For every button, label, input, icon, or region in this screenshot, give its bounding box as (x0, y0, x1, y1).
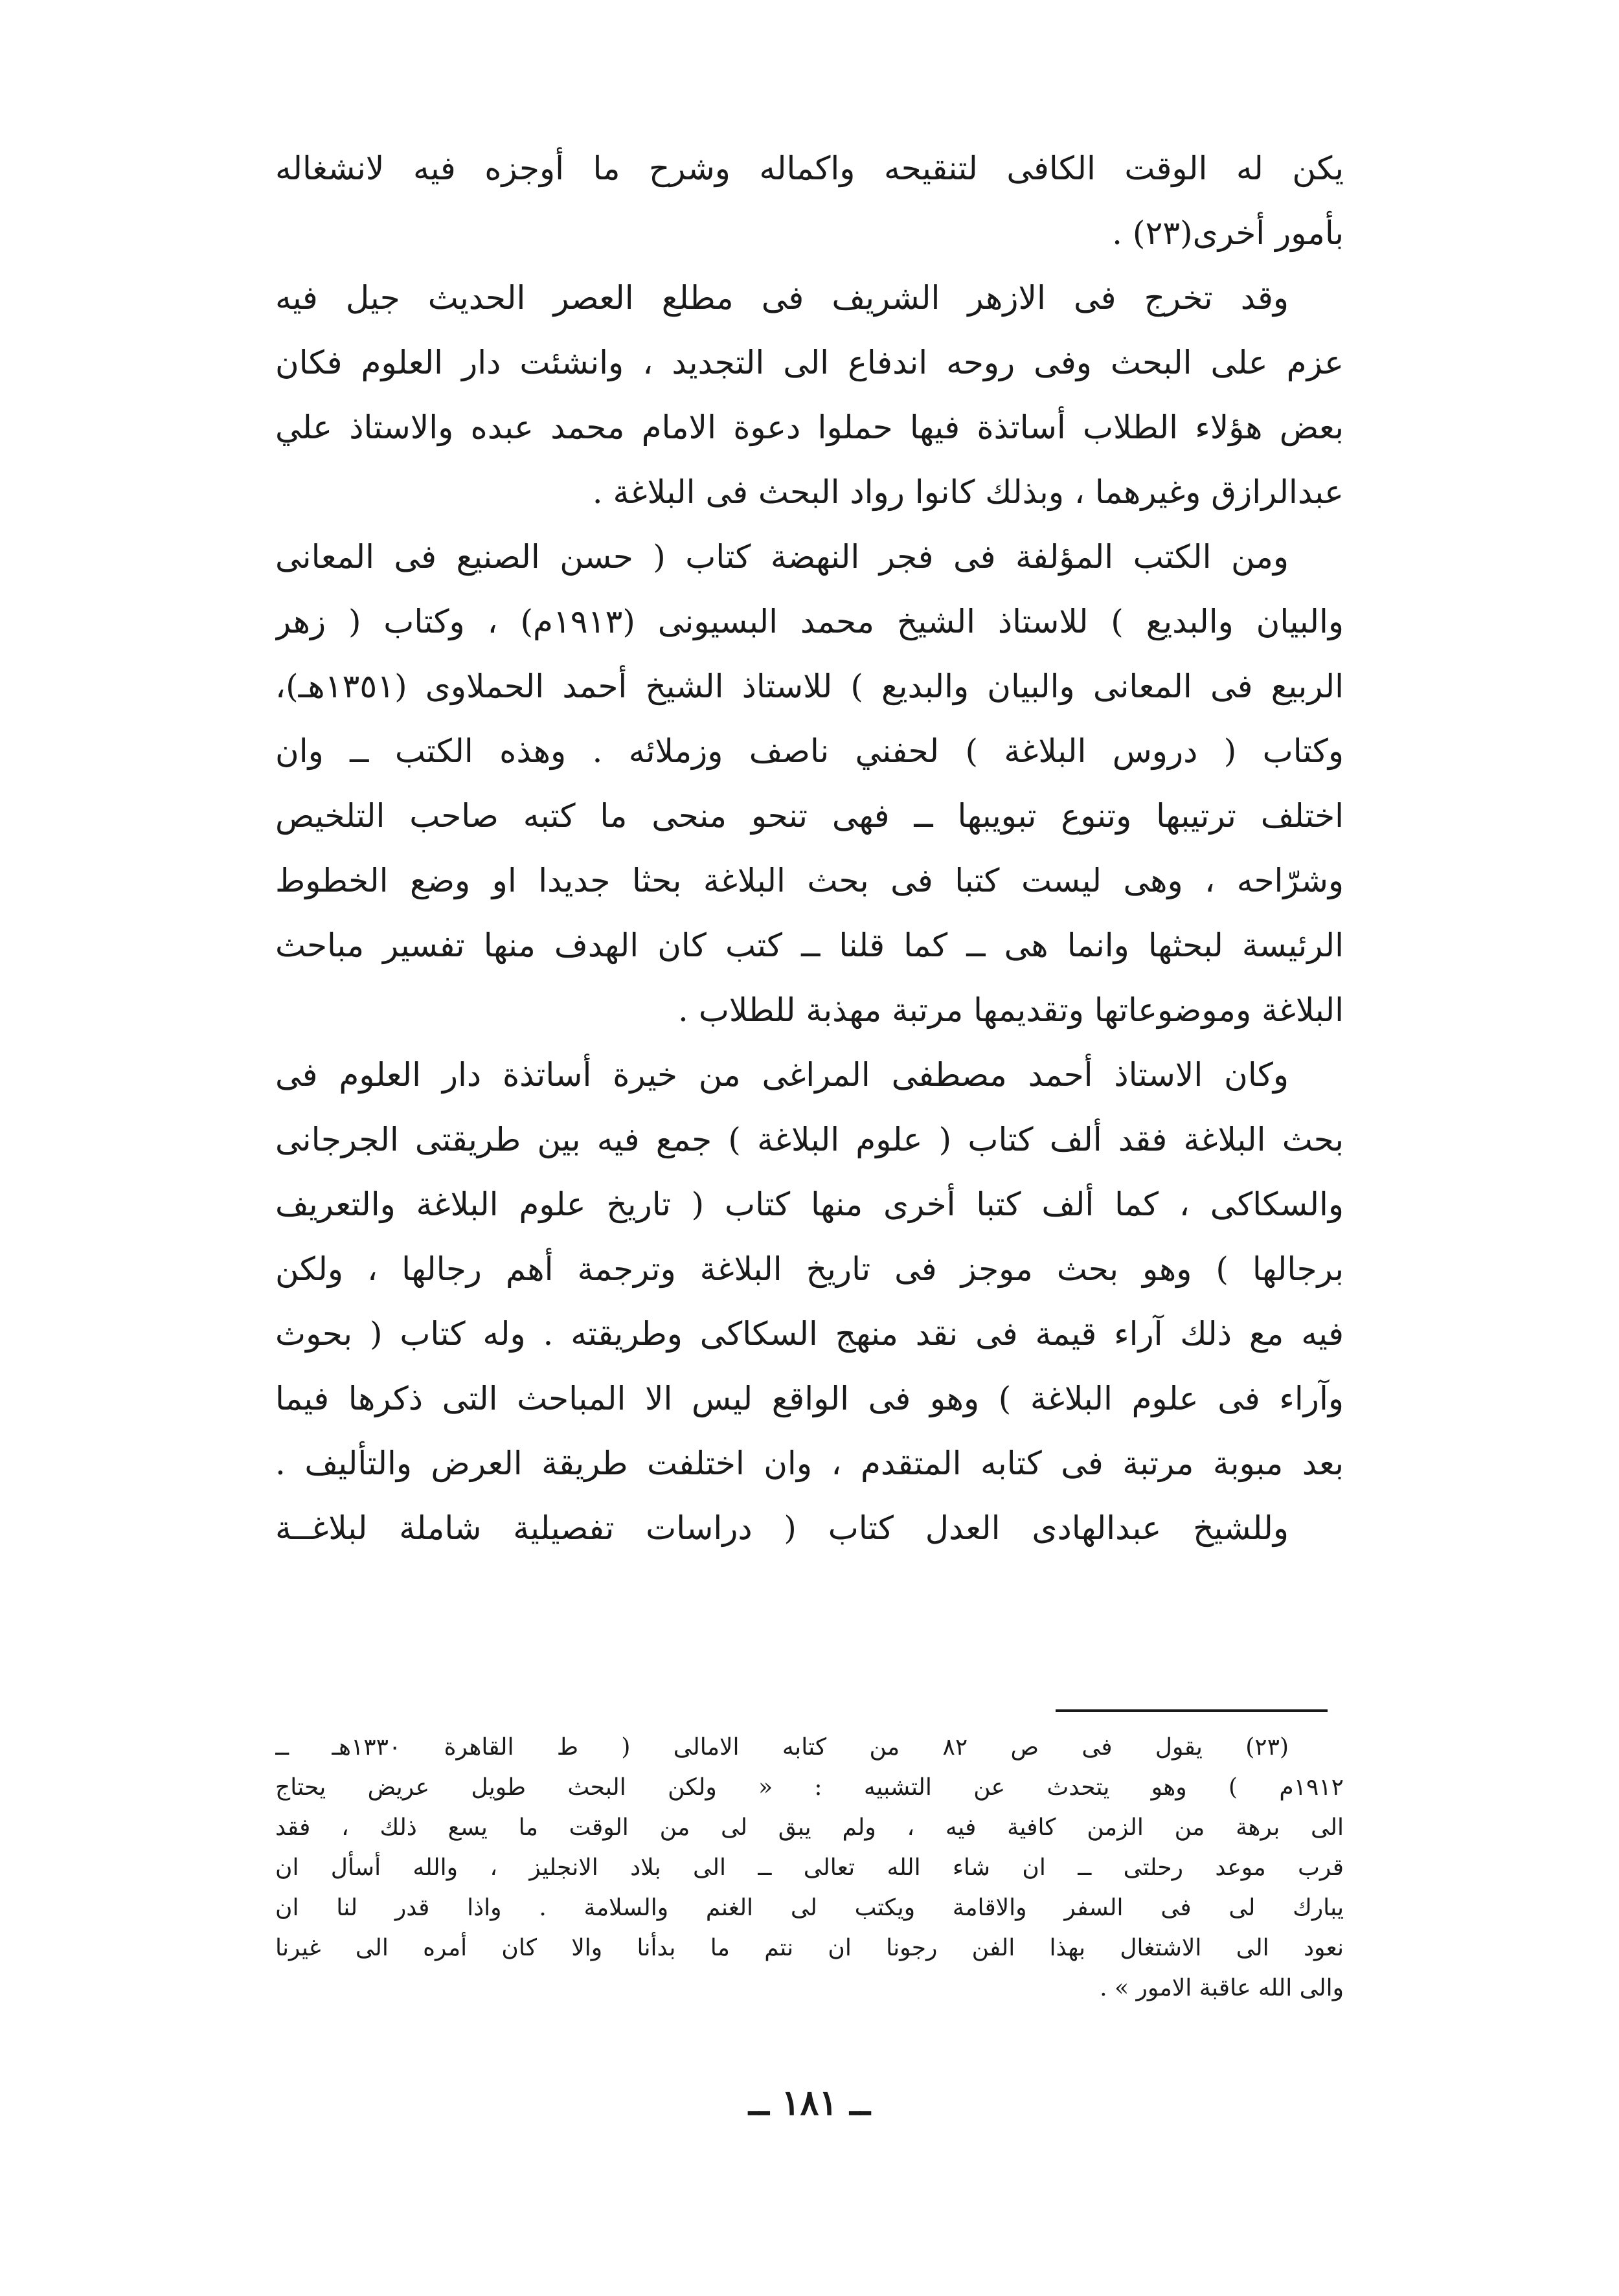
footnote-divider (1056, 1709, 1328, 1712)
text-line: ومن الكتب المؤلفة فى فجر النهضة كتاب ( حسن الصنيع فى المعانى (275, 538, 1289, 576)
text-line: يكن له الوقت الكافى لتنقيحه واكماله وشرح ما أوجزه فيه لانشغاله (275, 150, 1344, 187)
page-number: ــ ١٨١ ــ (749, 2082, 870, 2123)
footnote-line: والى الله عاقبة الامور » . (1100, 1975, 1344, 2001)
text-line: والبيان والبديع ) للاستاذ الشيخ محمد البسيونى (١٩١٣م) ، وكتاب ( زهر (275, 603, 1344, 640)
footnote-line: (٢٣) يقول فى ص ٨٢ من كتابه الامالى ( ط القاهرة ١٣٣٠هـ ــ (275, 1734, 1289, 1761)
text-line: وقد تخرج فى الازهر الشريف فى مطلع العصر الحديث جيل فيه (275, 279, 1289, 317)
footnotes-block (275, 1728, 1344, 2009)
text-line: وكتاب ( دروس البلاغة ) لحفني ناصف وزملائه . وهذه الكتب ــ وان (275, 732, 1344, 770)
text-line: اختلف ترتيبها وتنوع تبويبها ــ فهى تنحو منحى ما كتبه صاحب التلخيص (275, 797, 1344, 835)
text-line: بعد مبوبة مرتبة فى كتابه المتقدم ، وان اختلفت طريقة العرض والتأليف . (275, 1445, 1344, 1482)
text-line: فيه مع ذلك آراء قيمة فى نقد منهج السكاكى وطريقته . وله كتاب ( بحوث (275, 1315, 1344, 1353)
main-text-block (275, 136, 1344, 1560)
footnote-line: الى برهة من الزمن كافية فيه ، ولم يبق لى من الوقت ما يسع ذلك ، فقد (275, 1814, 1344, 1841)
text-line: عزم على البحث وفى روحه اندفاع الى التجديد ، وانشئت دار العلوم فكان (275, 344, 1344, 381)
text-line: برجالها ) وهو بحث موجز فى تاريخ البلاغة وترجمة أهم رجالها ، ولكن (275, 1250, 1344, 1288)
footnote-line: قرب موعد رحلتى ــ ان شاء الله تعالى ــ الى بلاد الانجليز ، والله أسأل ان (275, 1854, 1344, 1881)
text-line: وآراء فى علوم البلاغة ) وهو فى الواقع ليس الا المباحث التى ذكرها فيما (275, 1380, 1344, 1417)
text-line: عبدالرازق وغيرهما ، وبذلك كانوا رواد البحث فى البلاغة . (592, 473, 1344, 511)
text-line: وللشيخ عبدالهادى العدل كتاب ( دراسات تفصيلية شاملة لبلاغــة (275, 1509, 1289, 1547)
text-line: البلاغة وموضوعاتها وتقديمها مرتبة مهذبة للطلاب . (678, 991, 1344, 1029)
text-line: الربيع فى المعانى والبيان والبديع ) للاستاذ الشيخ أحمد الحملاوى (١٣٥١هـ)، (275, 668, 1344, 705)
text-line: بأمور أخرى(٢٣) . (1112, 214, 1344, 252)
footnote-line: ١٩١٢م ) وهو يتحدث عن التشبيه : « ولكن البحث طويل عريض يحتاج (275, 1774, 1344, 1801)
text-line: وشرّاحه ، وهى ليست كتبا فى بحث البلاغة بحثا جديدا او وضع الخطوط (275, 862, 1344, 899)
footnote-line: نعود الى الاشتغال بهذا الفن رجونا ان نتم ما بدأنا والا كان أمره الى غيرنا (275, 1935, 1344, 1961)
text-line: والسكاكى ، كما ألف كتبا أخرى منها كتاب ( تاريخ علوم البلاغة والتعريف (275, 1186, 1344, 1223)
text-line: بعض هؤلاء الطلاب أساتذة فيها حملوا دعوة الامام محمد عبده والاستاذ علي (275, 409, 1344, 446)
footnote-line: يبارك لى فى السفر والاقامة ويكتب لى الغنم والسلامة . واذا قدر لنا ان (275, 1895, 1344, 1921)
text-line: بحث البلاغة فقد ألف كتاب ( علوم البلاغة ) جمع فيه بين طريقتى الجرجانى (275, 1121, 1344, 1158)
text-line: الرئيسة لبحثها وانما هى ــ كما قلنا ــ كتب كان الهدف منها تفسير مباحث (275, 927, 1344, 964)
text-line: وكان الاستاذ أحمد مصطفى المراغى من خيرة أساتذة دار العلوم فى (275, 1056, 1289, 1094)
